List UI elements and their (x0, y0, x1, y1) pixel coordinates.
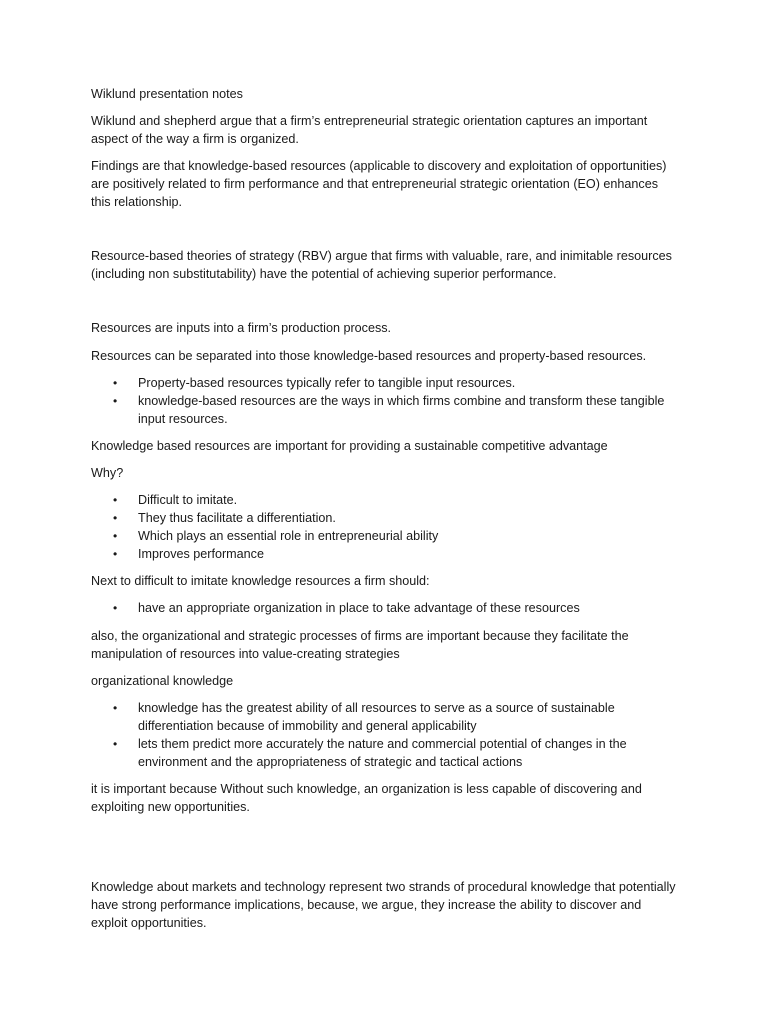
paragraph-knowledge-advantage: Knowledge based resources are important for providing a sustainable competitive advantage (91, 438, 608, 453)
bullet-icon: • (113, 375, 118, 390)
spacer (91, 221, 681, 248)
document-body (91, 86, 681, 942)
list-item (91, 700, 681, 736)
paragraph-findings: Findings are that knowledge-based resources (applicable to discovery and exploitation of opportunities) are positively related to firm performance and that entrepreneurial strategic orientation (EO) enhances this relationship. (91, 159, 667, 209)
bullet-icon: • (113, 601, 118, 616)
bullet-icon: • (113, 493, 118, 508)
bullet-icon: • (113, 701, 118, 716)
paragraph-organizational-processes: also, the organizational and strategic processes of firms are important because they facilitate the manipulation of resources into value-creating strategies (91, 628, 629, 661)
document-title: Wiklund presentation notes (91, 87, 243, 101)
paragraph-organizational-knowledge: organizational knowledge (91, 673, 234, 688)
paragraph-why: Why? (91, 466, 124, 481)
list-firm-should (91, 600, 681, 618)
list-item-text: They thus facilitate a differentiation. (138, 511, 336, 526)
list-item-text: knowledge has the greatest ability of all resources to serve as a source of sustainable differentiation because of immobility and general applicability (138, 701, 615, 733)
bullet-icon: • (113, 546, 118, 561)
paragraph-wiklund-shepherd: Wiklund and shepherd argue that a firm’s entrepreneurial strategic orientation captures an important aspect of the way a firm is organized. (91, 114, 648, 147)
spacer (91, 293, 681, 320)
list-organizational-knowledge (91, 700, 681, 771)
list-item-text: Property-based resources typically refer to tangible input resources. (138, 375, 516, 390)
list-item (91, 492, 681, 510)
list-item-text: Which plays an essential role in entrepreneurial ability (138, 529, 439, 544)
paragraph-markets-technology: Knowledge about markets and technology represent two strands of procedural knowledge that potentially have strong performance implications, because, we argue, they increase the ability to discover and exploit opportunities. (91, 879, 676, 930)
list-item (91, 600, 681, 618)
list-item-text: have an appropriate organization in place to take advantage of these resources (138, 601, 580, 616)
list-item (91, 736, 681, 772)
list-item (91, 546, 681, 564)
list-resource-types (91, 375, 681, 428)
paragraph-resources-separated: Resources can be separated into those knowledge-based resources and property-based resources. (91, 348, 647, 363)
list-why-reasons (91, 492, 681, 563)
paragraph-resources-inputs: Resources are inputs into a firm’s production process. (91, 321, 392, 336)
bullet-icon: • (113, 529, 118, 544)
list-item-text: Difficult to imitate. (138, 493, 238, 508)
paragraph-rbv: Resource-based theories of strategy (RBV) argue that firms with valuable, rare, and inimitable resources (including non substitutability) have the potential of achieving superior performance. (91, 249, 672, 282)
list-item (91, 375, 681, 393)
list-item (91, 393, 681, 429)
list-item-text: knowledge-based resources are the ways in which firms combine and transform these tangible input resources. (138, 393, 665, 426)
paragraph-next-to-difficult: Next to difficult to imitate knowledge resources a firm should: (91, 574, 430, 589)
list-item (91, 510, 681, 528)
bullet-icon: • (113, 511, 118, 526)
paragraph-importance: it is important because Without such knowledge, an organization is less capable of discovering and exploiting new opportunities. (91, 781, 642, 814)
bullet-icon: • (113, 393, 118, 408)
bullet-icon: • (113, 736, 118, 751)
spacer (91, 826, 681, 879)
list-item-text: lets them predict more accurately the nature and commercial potential of changes in the environment and the appropriateness of strategic and tactical actions (138, 736, 627, 769)
list-item (91, 528, 681, 546)
list-item-text: Improves performance (138, 546, 264, 561)
